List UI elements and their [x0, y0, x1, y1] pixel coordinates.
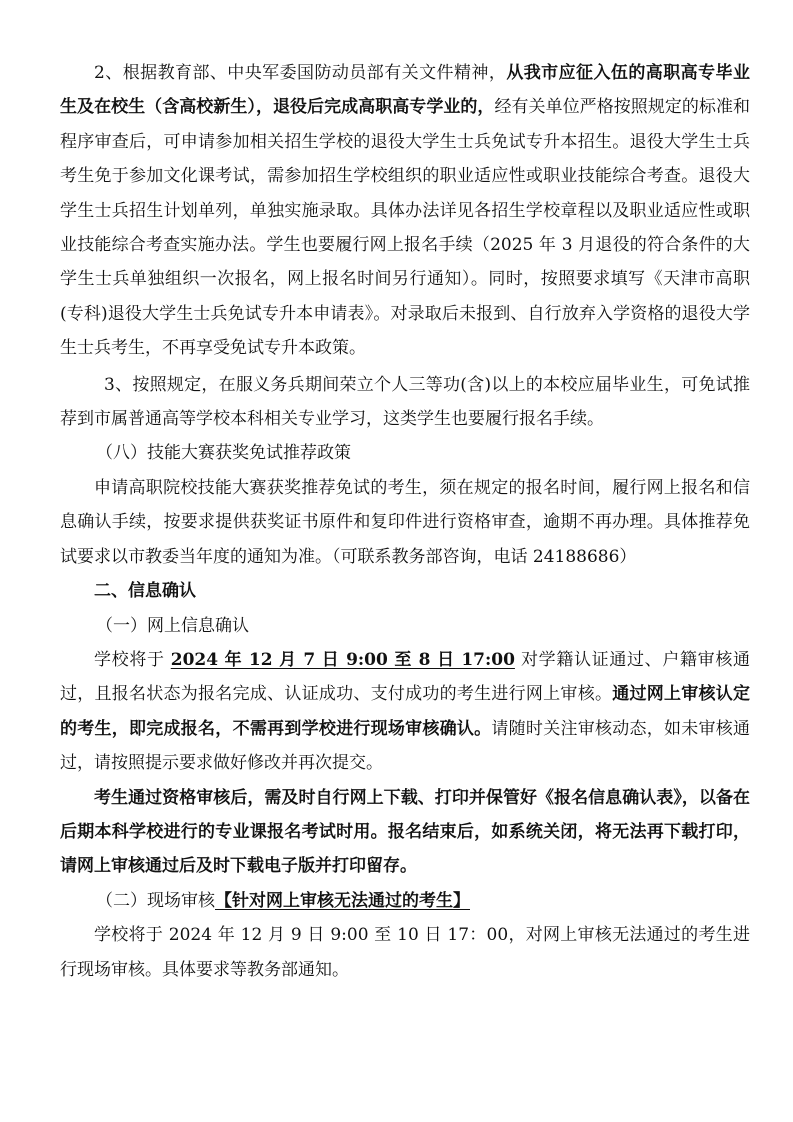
- paragraph-online-review: 学校将于 2024 年 12 月 7 日 9:00 至 8 日 17:00 对学籍认证通过、户籍审核通过，且报名状态为报名完成、认证成功、支付成功的考生进行网上审核。通过网上审核认定的考生，即完成报名，不需再到学校进行现场审核确认。请随时关注审核动态，如未审核通过，请按照提示要求做好修改并再次提交。: [60, 649, 751, 774]
- online-review-date-range: 2024 年 12 月 7 日 9:00 至 8 日 17:00: [170, 649, 515, 670]
- paragraph-skills-contest: 申请高职院校技能大赛获奖推荐免试的考生，须在规定的报名时间，履行网上报名和信息确认手续，按要求提供获奖证书原件和复印件进行资格审查，逾期不再办理。具体推荐免试要求以市教委当年度的通知为准。（可联系教务部咨询，电话 24188686）: [60, 477, 750, 567]
- section-8-title: （八）技能大赛获奖免试推荐政策: [96, 443, 351, 464]
- bold-eligibility: 从我市应征入伍的高职高专毕业生及在校生（含高校新生），退役后完成高职高专学业的，: [60, 63, 750, 118]
- onsite-review-target: 【针对网上审核无法通过的考生】: [215, 890, 470, 911]
- subsection-onsite-review-title: （二）现场审核【针对网上审核无法通过的考生】: [96, 890, 470, 911]
- paragraph-download-form: 考生通过资格审核后，需及时自行网上下载、打印并保管好《报名信息确认表》，以备在后期本科学校进行的专业课报名考试时用。报名结束后，如系统关闭，将无法再下载打印，请网上审核通过后及时下载电子版并打印留存。: [60, 787, 750, 877]
- subsection-online-confirm-title: （一）网上信息确认: [96, 615, 249, 636]
- paragraph-veteran-policy: 2、根据教育部、中央军委国防动员部有关文件精神，从我市应征入伍的高职高专毕业生及在校生（含高校新生），退役后完成高职高专学业的，经有关单位严格按照规定的标准和程序审查后，可申请参加相关招生学校的退役大学生士兵免试专升本招生。退役大学生士兵考生免于参加文化课考试，需参加招生学校组织的职业适应性或职业技能综合考查。退役大学生士兵招生计划单列，单独实施录取。具体办法详见各招生学校章程以及职业适应性或职业技能综合考查实施办法。学生也要履行网上报名手续（2025 年 3 月退役的符合条件的大学生士兵单独组织一次报名，网上报名时间另行通知）。同时，按照要求填写《天津市高职(专科)退役大学生士兵免试专升本申请表》。对录取后未报到、自行放弃入学资格的退役大学生士兵考生，不再享受免试专升本政策。: [60, 63, 751, 359]
- paragraph-onsite-review: 学校将于 2024 年 12 月 9 日 9:00 至 10 日 17：00，对网上审核无法通过的考生进行现场审核。具体要求等教务部通知。: [60, 925, 750, 980]
- paragraph-merit-recommendation: 3、按照规定，在服义务兵期间荣立个人三等功(含)以上的本校应届毕业生，可免试推荐到市属普通高等学校本科相关专业学习，这类学生也要履行报名手续。: [60, 374, 750, 430]
- bold-registration-complete: 通过网上审核认定的考生，即完成报名，不需再到学校进行现场审核确认。: [60, 684, 751, 739]
- document-body: [60, 56, 750, 987]
- section-heading-info-confirm: 二、信息确认: [94, 581, 196, 602]
